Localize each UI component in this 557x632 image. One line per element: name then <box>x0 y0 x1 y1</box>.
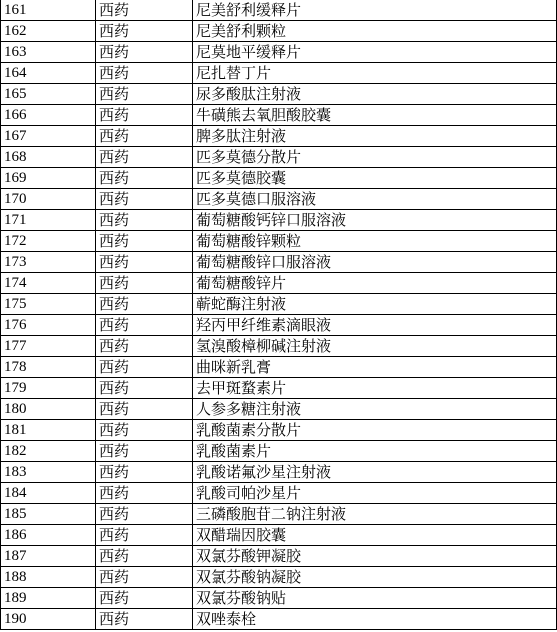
row-number-cell: 172 <box>1 231 96 252</box>
drug-name-cell: 尼莫地平缓释片 <box>193 42 557 63</box>
drug-name-cell: 乳酸诺氟沙星注射液 <box>193 462 557 483</box>
row-number-cell: 187 <box>1 546 96 567</box>
row-number-cell: 189 <box>1 588 96 609</box>
table-row <box>1 483 557 504</box>
category-cell: 西药 <box>96 21 193 42</box>
category-cell: 西药 <box>96 357 193 378</box>
row-number-cell: 175 <box>1 294 96 315</box>
table-row <box>1 399 557 420</box>
category-cell: 西药 <box>96 441 193 462</box>
table-row <box>1 84 557 105</box>
category-cell: 西药 <box>96 315 193 336</box>
row-number-cell: 165 <box>1 84 96 105</box>
table-row <box>1 252 557 273</box>
table-row <box>1 273 557 294</box>
category-cell: 西药 <box>96 252 193 273</box>
category-cell: 西药 <box>96 189 193 210</box>
drug-name-cell: 双氯芬酸钾凝胶 <box>193 546 557 567</box>
drug-name-cell: 蕲蛇酶注射液 <box>193 294 557 315</box>
drug-name-cell: 羟丙甲纤维素滴眼液 <box>193 315 557 336</box>
row-number-cell: 182 <box>1 441 96 462</box>
table-row <box>1 420 557 441</box>
category-cell: 西药 <box>96 126 193 147</box>
drug-name-cell: 曲咪新乳膏 <box>193 357 557 378</box>
table-row <box>1 504 557 525</box>
table-row <box>1 126 557 147</box>
drug-name-cell: 乳酸菌素片 <box>193 441 557 462</box>
table-row <box>1 336 557 357</box>
category-cell: 西药 <box>96 273 193 294</box>
row-number-cell: 173 <box>1 252 96 273</box>
table-row <box>1 294 557 315</box>
drug-name-cell: 葡萄糖酸锌颗粒 <box>193 231 557 252</box>
table-row <box>1 189 557 210</box>
table-row <box>1 588 557 609</box>
category-cell: 西药 <box>96 84 193 105</box>
drug-name-cell: 葡萄糖酸钙锌口服溶液 <box>193 210 557 231</box>
table-row <box>1 0 557 21</box>
table-row <box>1 441 557 462</box>
drug-name-cell: 乳酸菌素分散片 <box>193 420 557 441</box>
drug-name-cell: 双醋瑞因胶囊 <box>193 525 557 546</box>
drug-name-cell: 乳酸司帕沙星片 <box>193 483 557 504</box>
row-number-cell: 177 <box>1 336 96 357</box>
drug-name-cell: 尼扎替丁片 <box>193 63 557 84</box>
row-number-cell: 185 <box>1 504 96 525</box>
category-cell: 西药 <box>96 546 193 567</box>
row-number-cell: 168 <box>1 147 96 168</box>
row-number-cell: 180 <box>1 399 96 420</box>
drug-name-cell: 匹多莫德口服溶液 <box>193 189 557 210</box>
row-number-cell: 179 <box>1 378 96 399</box>
table-row <box>1 63 557 84</box>
row-number-cell: 171 <box>1 210 96 231</box>
category-cell: 西药 <box>96 294 193 315</box>
table-row <box>1 525 557 546</box>
drug-name-cell: 双氯芬酸钠凝胶 <box>193 567 557 588</box>
row-number-cell: 163 <box>1 42 96 63</box>
table-row <box>1 567 557 588</box>
drug-name-cell: 匹多莫德分散片 <box>193 147 557 168</box>
row-number-cell: 188 <box>1 567 96 588</box>
category-cell: 西药 <box>96 525 193 546</box>
table-row <box>1 210 557 231</box>
table-row <box>1 315 557 336</box>
category-cell: 西药 <box>96 336 193 357</box>
drug-name-cell: 牛磺熊去氧胆酸胶囊 <box>193 105 557 126</box>
row-number-cell: 184 <box>1 483 96 504</box>
drug-name-cell: 葡萄糖酸锌片 <box>193 273 557 294</box>
row-number-cell: 186 <box>1 525 96 546</box>
drug-name-cell: 三磷酸胞苷二钠注射液 <box>193 504 557 525</box>
category-cell: 西药 <box>96 399 193 420</box>
category-cell: 西药 <box>96 231 193 252</box>
category-cell: 西药 <box>96 588 193 609</box>
row-number-cell: 181 <box>1 420 96 441</box>
category-cell: 西药 <box>96 63 193 84</box>
drug-name-cell: 匹多莫德胶囊 <box>193 168 557 189</box>
category-cell: 西药 <box>96 168 193 189</box>
table-row <box>1 147 557 168</box>
drug-list-body <box>1 0 557 630</box>
drug-name-cell: 人参多糖注射液 <box>193 399 557 420</box>
row-number-cell: 178 <box>1 357 96 378</box>
drug-name-cell: 尼美舒利缓释片 <box>193 0 557 21</box>
category-cell: 西药 <box>96 0 193 21</box>
drug-name-cell: 尼美舒利颗粒 <box>193 21 557 42</box>
category-cell: 西药 <box>96 378 193 399</box>
row-number-cell: 183 <box>1 462 96 483</box>
table-row <box>1 42 557 63</box>
drug-name-cell: 葡萄糖酸锌口服溶液 <box>193 252 557 273</box>
row-number-cell: 169 <box>1 168 96 189</box>
row-number-cell: 167 <box>1 126 96 147</box>
table-row <box>1 168 557 189</box>
row-number-cell: 164 <box>1 63 96 84</box>
table-row <box>1 546 557 567</box>
table-row <box>1 21 557 42</box>
drug-name-cell: 脾多肽注射液 <box>193 126 557 147</box>
drug-name-cell: 去甲斑蝥素片 <box>193 378 557 399</box>
category-cell: 西药 <box>96 567 193 588</box>
category-cell: 西药 <box>96 483 193 504</box>
table-row <box>1 357 557 378</box>
category-cell: 西药 <box>96 210 193 231</box>
row-number-cell: 161 <box>1 0 96 21</box>
table-row <box>1 378 557 399</box>
drug-name-cell: 尿多酸肽注射液 <box>193 84 557 105</box>
row-number-cell: 170 <box>1 189 96 210</box>
table-row <box>1 105 557 126</box>
row-number-cell: 190 <box>1 609 96 630</box>
row-number-cell: 162 <box>1 21 96 42</box>
category-cell: 西药 <box>96 504 193 525</box>
category-cell: 西药 <box>96 420 193 441</box>
table-row <box>1 231 557 252</box>
category-cell: 西药 <box>96 147 193 168</box>
row-number-cell: 174 <box>1 273 96 294</box>
drug-name-cell: 双氯芬酸钠贴 <box>193 588 557 609</box>
category-cell: 西药 <box>96 105 193 126</box>
drug-name-cell: 氢溴酸樟柳碱注射液 <box>193 336 557 357</box>
row-number-cell: 176 <box>1 315 96 336</box>
category-cell: 西药 <box>96 462 193 483</box>
row-number-cell: 166 <box>1 105 96 126</box>
table-row <box>1 462 557 483</box>
category-cell: 西药 <box>96 42 193 63</box>
table-row <box>1 609 557 630</box>
drug-name-cell: 双唑泰栓 <box>193 609 557 630</box>
category-cell: 西药 <box>96 609 193 630</box>
